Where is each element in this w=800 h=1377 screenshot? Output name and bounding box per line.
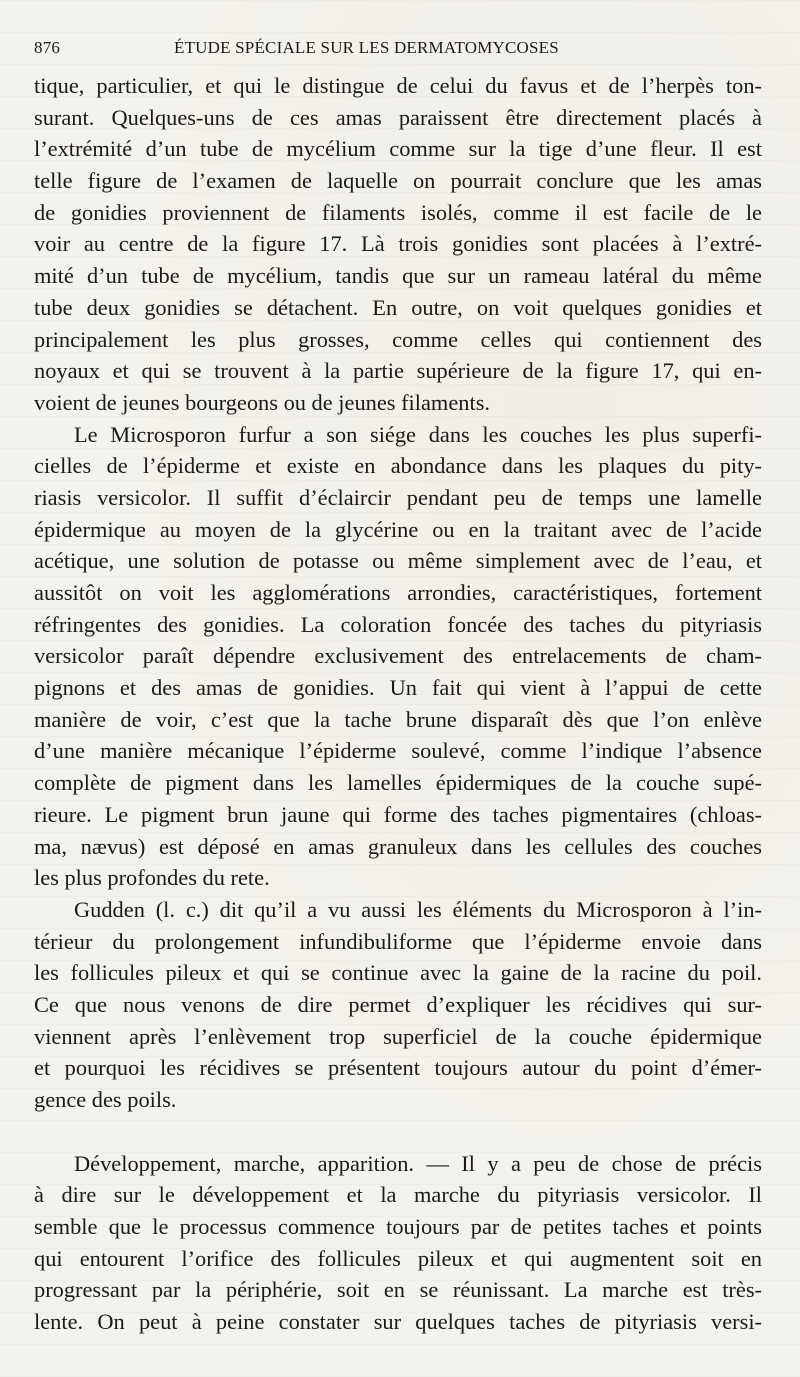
text-line: rieure. Le pigment brun jaune qui forme des taches pigmentaires (chloas- <box>34 801 762 827</box>
text-line: noyaux et qui se trouvent à la partie supérieure de la figure 17, qui en- <box>34 358 762 384</box>
text-line: qui entourent l’orifice des follicules pileux et qui augmentent soit en <box>34 1245 762 1271</box>
paragraph-3 <box>34 894 762 1116</box>
text-line: manière de voir, c’est que la tache brune disparaît dès que l’on enlève <box>34 706 762 732</box>
text-line: tube deux gonidies se détachent. En outre, on voit quelques gonidies et <box>34 294 762 320</box>
text-line: complète de pigment dans les lamelles épidermiques de la couche supé- <box>34 770 762 796</box>
text-line: mité d’un tube de mycélium, tandis que sur un rameau latéral du même <box>34 263 762 289</box>
section-spacer <box>34 1116 762 1148</box>
text-line: telle figure de l’examen de laquelle on pourrait conclure que les amas <box>34 168 762 194</box>
text-line: de gonidies proviennent de filaments isolés, comme il est facile de le <box>34 199 762 225</box>
text-line: voient de jeunes bourgeons ou de jeunes filaments. <box>34 389 491 415</box>
text-line: Le Microsporon furfur a son siége dans les couches les plus superfi- <box>74 421 762 447</box>
text-line: versicolor paraît dépendre exclusivement des entrelacements de cham- <box>34 643 762 669</box>
body-text <box>34 70 762 1338</box>
running-head <box>34 38 762 60</box>
text-line: gence des poils. <box>34 1087 177 1112</box>
paragraph-1 <box>34 70 762 419</box>
text-line: l’extrémité d’un tube de mycélium comme sur la tige d’une fleur. Il est <box>34 136 762 162</box>
text-line: cielles de l’épiderme et existe en abondance dans les plaques du pity- <box>34 453 762 479</box>
text-line: à dire sur le développement et la marche du pityriasis versicolor. Il <box>34 1182 762 1208</box>
text-line: les follicules pileux et qui se continue avec la gaine de la racine du poil. <box>34 960 762 986</box>
text-line: ma, nævus) est déposé en amas granuleux dans les cellules des couches <box>34 833 762 859</box>
paragraph-2 <box>34 419 762 894</box>
text-line: principalement les plus grosses, comme celles qui contiennent des <box>34 326 762 352</box>
text-line: réfringentes des gonidies. La coloration foncée des taches du pityriasis <box>34 611 762 637</box>
text-line: riasis versicolor. Il suffit d’éclaircir pendant peu de temps une lamelle <box>34 484 762 510</box>
text-line: aussitôt on voit les agglomérations arrondies, caractéristiques, fortement <box>34 580 762 605</box>
text-line: tique, particulier, et qui le distingue de celui du favus et de l’herpès ton- <box>34 73 762 98</box>
text-line: les plus profondes du rete. <box>34 865 270 891</box>
text-line: épidermique au moyen de la glycérine ou en la traitant avec de l’acide <box>34 516 762 542</box>
text-line: surant. Quelques-uns de ces amas paraissent être directement placés à <box>34 104 762 130</box>
text-line: progressant par la périphérie, soit en se réunissant. La marche est très- <box>34 1277 762 1303</box>
text-line: Développement, marche, apparition. — Il y a peu de chose de précis <box>74 1150 762 1176</box>
text-line: térieur du prolongement infundibuliforme que l’épiderme envoie dans <box>34 928 762 954</box>
running-title: ÉTUDE SPÉCIALE SUR LES DERMATOMYCOSES <box>174 38 559 57</box>
page-number: 876 <box>34 38 61 57</box>
text-line: viennent après l’enlèvement trop superficiel de la couche épidermique <box>34 1023 762 1049</box>
text-line: Ce que nous venons de dire permet d’expliquer les récidives qui sur- <box>34 991 762 1017</box>
paragraph-4 <box>34 1148 762 1338</box>
text-line: semble que le processus commence toujours par de petites taches et points <box>34 1214 762 1240</box>
text-line: Gudden (l. c.) dit qu’il a vu aussi les éléments du Microsporon à l’in- <box>74 896 762 922</box>
text-line: acétique, une solution de potasse ou même simplement avec de l’eau, et <box>34 548 762 574</box>
text-line: pignons et des amas de gonidies. Un fait qui vient à l’appui de cette <box>34 675 762 701</box>
text-line: et pourquoi les récidives se présentent toujours autour du point d’émer- <box>34 1055 762 1081</box>
text-line: lente. On peut à peine constater sur quelques taches de pityriasis versi- <box>34 1309 762 1335</box>
text-line: voir au centre de la figure 17. Là trois gonidies sont placées à l’extré- <box>34 231 762 257</box>
text-line: d’une manière mécanique l’épiderme soulevé, comme l’indique l’absence <box>34 738 762 764</box>
